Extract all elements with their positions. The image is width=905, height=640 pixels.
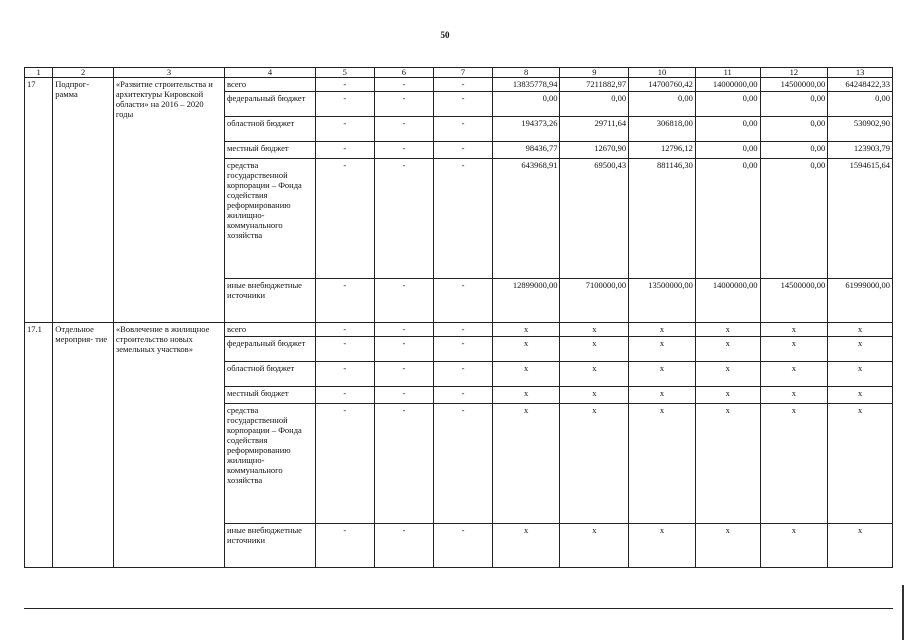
value-cell: x xyxy=(695,362,760,387)
value-cell: - xyxy=(374,404,434,524)
value-cell: x xyxy=(760,362,828,387)
value-cell: - xyxy=(434,159,493,279)
value-cell: - xyxy=(315,387,374,404)
budget-table xyxy=(24,67,893,568)
row-number-cell: 17.1 xyxy=(25,323,53,568)
value-cell: 14700760,42 xyxy=(629,78,696,92)
value-cell: x xyxy=(560,362,629,387)
value-cell: 61999000,00 xyxy=(828,279,893,323)
value-cell: x xyxy=(492,337,560,362)
funding-source-cell: областной бюджет xyxy=(225,362,316,387)
value-cell: x xyxy=(828,337,893,362)
value-cell: x xyxy=(629,323,696,337)
value-cell: x xyxy=(629,524,696,568)
column-header: 10 xyxy=(629,68,696,78)
value-cell: x xyxy=(492,362,560,387)
value-cell: 123903,79 xyxy=(828,142,893,159)
funding-source-cell: местный бюджет xyxy=(225,387,316,404)
value-cell: - xyxy=(315,159,374,279)
scan-edge-line xyxy=(902,585,904,640)
value-cell: x xyxy=(828,362,893,387)
value-cell: - xyxy=(315,362,374,387)
value-cell: 29711,64 xyxy=(560,117,629,142)
value-cell: 0,00 xyxy=(492,92,560,117)
value-cell: x xyxy=(828,323,893,337)
table-row xyxy=(25,323,893,337)
value-cell: x xyxy=(695,524,760,568)
column-header: 7 xyxy=(434,68,493,78)
column-header: 5 xyxy=(315,68,374,78)
page-number: 50 xyxy=(440,30,450,40)
value-cell: x xyxy=(695,387,760,404)
value-cell: - xyxy=(374,362,434,387)
value-cell: 530902,90 xyxy=(828,117,893,142)
value-cell: - xyxy=(315,78,374,92)
value-cell: - xyxy=(434,78,493,92)
funding-source-cell: всего xyxy=(225,78,316,92)
column-header: 13 xyxy=(828,68,893,78)
value-cell: 306818,00 xyxy=(629,117,696,142)
value-cell: 0,00 xyxy=(695,142,760,159)
value-cell: 12899000,00 xyxy=(492,279,560,323)
value-cell: - xyxy=(315,142,374,159)
value-cell: - xyxy=(374,78,434,92)
value-cell: x xyxy=(492,387,560,404)
value-cell: x xyxy=(760,524,828,568)
value-cell: x xyxy=(695,337,760,362)
program-type-cell: Подпрог- рамма xyxy=(53,78,114,323)
value-cell: x xyxy=(492,323,560,337)
value-cell: x xyxy=(629,362,696,387)
value-cell: x xyxy=(695,404,760,524)
value-cell: x xyxy=(560,323,629,337)
row-number-cell: 17 xyxy=(25,78,53,323)
value-cell: 14500000,00 xyxy=(760,78,828,92)
value-cell: - xyxy=(434,362,493,387)
value-cell: 14500000,00 xyxy=(760,279,828,323)
value-cell: 0,00 xyxy=(560,92,629,117)
value-cell: - xyxy=(315,323,374,337)
value-cell: x xyxy=(492,524,560,568)
value-cell: - xyxy=(374,323,434,337)
value-cell: - xyxy=(374,117,434,142)
value-cell: - xyxy=(434,404,493,524)
funding-source-cell: областной бюджет xyxy=(225,117,316,142)
funding-source-cell: всего xyxy=(225,323,316,337)
funding-source-cell: федеральный бюджет xyxy=(225,92,316,117)
funding-source-cell: федеральный бюджет xyxy=(225,337,316,362)
value-cell: - xyxy=(434,387,493,404)
value-cell: x xyxy=(828,524,893,568)
value-cell: x xyxy=(828,404,893,524)
value-cell: - xyxy=(434,92,493,117)
value-cell: 1594615,64 xyxy=(828,159,893,279)
value-cell: - xyxy=(315,337,374,362)
value-cell: x xyxy=(560,524,629,568)
value-cell: 64248422,33 xyxy=(828,78,893,92)
value-cell: 14000000,00 xyxy=(695,78,760,92)
value-cell: 0,00 xyxy=(629,92,696,117)
column-header: 8 xyxy=(492,68,560,78)
column-header: 9 xyxy=(560,68,629,78)
table-bottom-line xyxy=(24,608,893,609)
table-body xyxy=(25,68,893,568)
value-cell: 0,00 xyxy=(760,92,828,117)
value-cell: - xyxy=(434,142,493,159)
value-cell: 98436,77 xyxy=(492,142,560,159)
value-cell: - xyxy=(374,92,434,117)
value-cell: x xyxy=(695,323,760,337)
value-cell: - xyxy=(374,337,434,362)
value-cell: - xyxy=(315,524,374,568)
column-header: 6 xyxy=(374,68,434,78)
value-cell: x xyxy=(492,404,560,524)
value-cell: - xyxy=(315,404,374,524)
value-cell: - xyxy=(374,524,434,568)
value-cell: x xyxy=(760,337,828,362)
program-name-cell: «Вовлечение в жилищное строительство новых земельных участков» xyxy=(113,323,224,568)
value-cell: x xyxy=(629,337,696,362)
value-cell: x xyxy=(760,323,828,337)
column-header: 12 xyxy=(760,68,828,78)
value-cell: - xyxy=(434,524,493,568)
value-cell: x xyxy=(629,404,696,524)
funding-source-cell: средства государственной корпорации – Фонда содействия реформированию жилищно-коммунального хозяйства xyxy=(225,159,316,279)
value-cell: 12670,90 xyxy=(560,142,629,159)
value-cell: x xyxy=(560,337,629,362)
value-cell: x xyxy=(828,387,893,404)
value-cell: 69500,43 xyxy=(560,159,629,279)
program-name-cell: «Развитие строительства и архитектуры Кировской области» на 2016 – 2020 годы xyxy=(113,78,224,323)
value-cell: - xyxy=(315,279,374,323)
value-cell: x xyxy=(560,387,629,404)
value-cell: 0,00 xyxy=(695,92,760,117)
value-cell: - xyxy=(315,92,374,117)
column-number-row xyxy=(25,68,893,78)
value-cell: 7211882,97 xyxy=(560,78,629,92)
value-cell: 13835778,94 xyxy=(492,78,560,92)
value-cell: - xyxy=(434,279,493,323)
column-header: 1 xyxy=(25,68,53,78)
value-cell: - xyxy=(374,279,434,323)
value-cell: 0,00 xyxy=(695,117,760,142)
column-header: 11 xyxy=(695,68,760,78)
value-cell: 12796,12 xyxy=(629,142,696,159)
value-cell: x xyxy=(760,404,828,524)
column-header: 4 xyxy=(225,68,316,78)
value-cell: 7100000,00 xyxy=(560,279,629,323)
value-cell: - xyxy=(315,117,374,142)
value-cell: - xyxy=(374,142,434,159)
funding-source-cell: иные внебюджетные источники xyxy=(225,524,316,568)
table-row xyxy=(25,78,893,92)
value-cell: 881146,30 xyxy=(629,159,696,279)
column-header: 2 xyxy=(53,68,114,78)
funding-source-cell: местный бюджет xyxy=(225,142,316,159)
funding-source-cell: средства государственной корпорации – Фонда содействия реформированию жилищно-коммунального хозяйства xyxy=(225,404,316,524)
value-cell: 643968,91 xyxy=(492,159,560,279)
value-cell: 14000000,00 xyxy=(695,279,760,323)
value-cell: 0,00 xyxy=(760,117,828,142)
value-cell: - xyxy=(374,159,434,279)
value-cell: x xyxy=(760,387,828,404)
value-cell: - xyxy=(434,337,493,362)
column-header: 3 xyxy=(113,68,224,78)
value-cell: - xyxy=(374,387,434,404)
funding-source-cell: иные внебюджетные источники xyxy=(225,279,316,323)
value-cell: 0,00 xyxy=(760,142,828,159)
value-cell: - xyxy=(434,323,493,337)
value-cell: - xyxy=(434,117,493,142)
value-cell: 0,00 xyxy=(828,92,893,117)
value-cell: 0,00 xyxy=(760,159,828,279)
value-cell: x xyxy=(560,404,629,524)
value-cell: 0,00 xyxy=(695,159,760,279)
value-cell: x xyxy=(629,387,696,404)
value-cell: 194373,26 xyxy=(492,117,560,142)
value-cell: 13500000,00 xyxy=(629,279,696,323)
program-type-cell: Отдельное мероприя- тие xyxy=(53,323,114,568)
